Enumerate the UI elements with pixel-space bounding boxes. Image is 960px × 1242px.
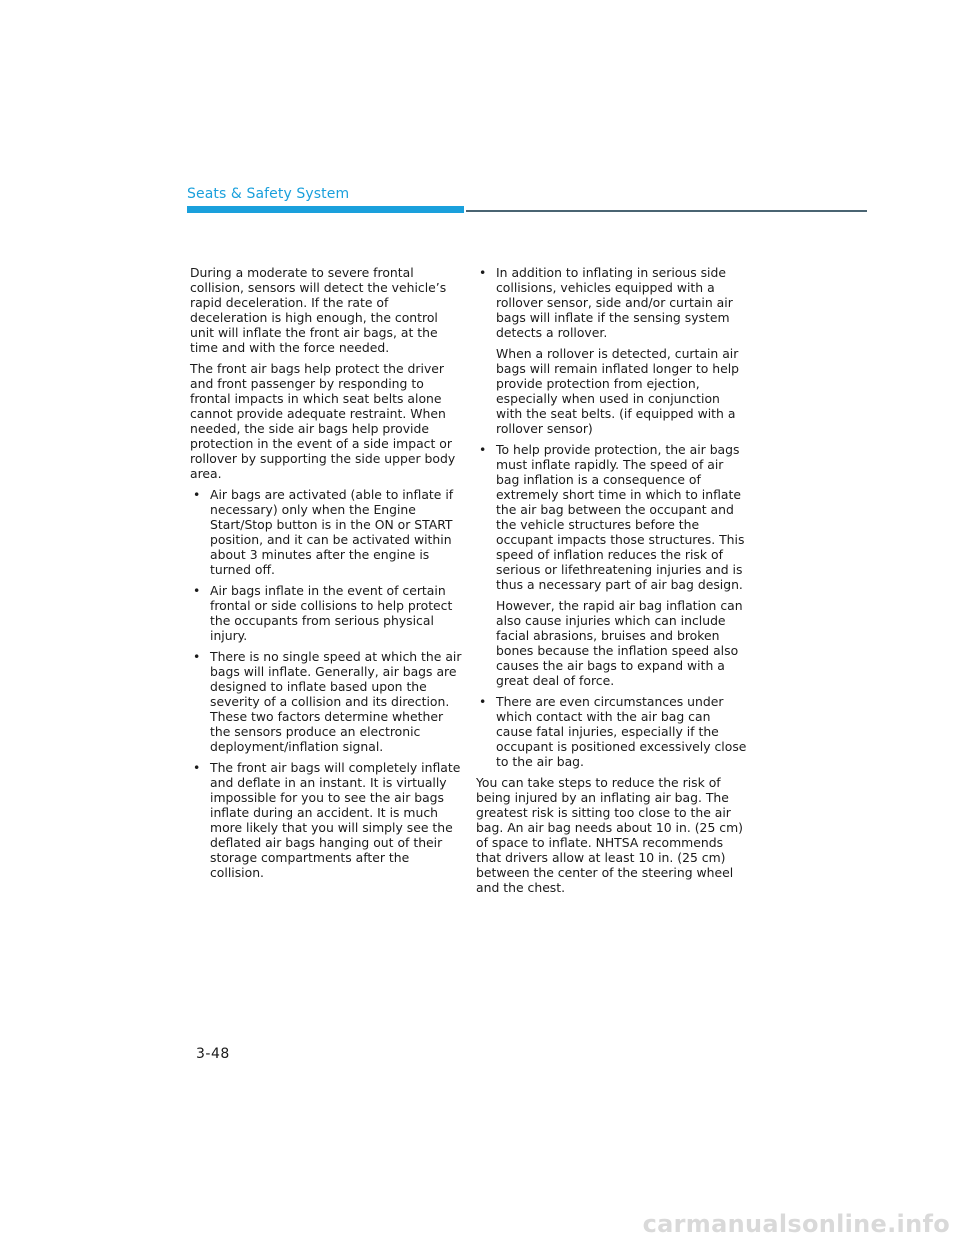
list-item bbox=[476, 442, 748, 688]
watermark: carmanualsonline.info bbox=[642, 1210, 950, 1238]
section-title: Seats & Safety System bbox=[187, 186, 350, 202]
bullet-icon: • bbox=[193, 583, 201, 598]
list-item-subparagraph: When a rollover is detected, curtain air bags will remain inflated longer to help provide protection from ejection, especially when used in conjunction with the seat belts. (if equipped with a rollover sensor) bbox=[496, 346, 739, 436]
list-item-text: To help provide protection, the air bags must inflate rapidly. The speed of air bag inflation is a consequence of extremely short time in which to inflate the air bag between the occupant and the vehicle structures before the occupant impacts those structures. This speed of inflation reduces the risk of serious or lifethreatening injuries and is thus a necessary part of air bag design. bbox=[496, 442, 745, 592]
list-item bbox=[190, 583, 462, 643]
right-column bbox=[476, 265, 748, 901]
list-item bbox=[190, 487, 462, 577]
list-item bbox=[190, 760, 462, 880]
list-item-text: There are even circumstances under which contact with the air bag can cause fatal injuries, especially if the occupant is positioned excessively close to the air bag. bbox=[496, 694, 747, 769]
list-item-text: The front air bags will completely inflate and deflate in an instant. It is virtually impossible for you to see the air bags inflate during an accident. It is much more likely that you will simply see the deflated air bags hanging out of their storage compartments after the collision. bbox=[210, 760, 461, 880]
list-item-text: There is no single speed at which the air bags will inflate. Generally, air bags are designed to inflate based upon the severity of a collision and its direction. These two factors determine whether the sensors produce an electronic deployment/inflation signal. bbox=[210, 649, 462, 754]
bullet-icon: • bbox=[193, 487, 201, 502]
intro-paragraph: During a moderate to severe frontal collision, sensors will detect the vehicle’s rapid deceleration. If the rate of deceleration is high enough, the control unit will inflate the front air bags, at the time and with the force needed. bbox=[190, 265, 447, 355]
header-accent-rule bbox=[187, 206, 464, 213]
list-item-text: Air bags inflate in the event of certain frontal or side collisions to help protect the occupants from serious physical injury. bbox=[210, 583, 453, 643]
front-airbag-paragraph: The front air bags help protect the driver and front passenger by responding to frontal impacts in which seat belts alone cannot provide adequate restraint. When needed, the side air bags help provide protection in the event of a side impact or rollover by supporting the side upper body area. bbox=[190, 361, 456, 481]
bullet-icon: • bbox=[193, 649, 201, 664]
list-item bbox=[476, 265, 748, 436]
list-item-text: In addition to inflating in serious side collisions, vehicles equipped with a rollover sensor, side and/or curtain air bags will inflate if the sensing system detects a rollover. bbox=[496, 265, 733, 340]
page-number: 3-48 bbox=[196, 1046, 230, 1062]
header-divider-rule bbox=[466, 210, 867, 212]
bullet-icon: • bbox=[479, 265, 487, 280]
left-column bbox=[190, 265, 462, 886]
bullet-icon: • bbox=[479, 442, 487, 457]
bullet-icon: • bbox=[479, 694, 487, 709]
right-bullet-list bbox=[476, 265, 748, 769]
list-item-text: Air bags are activated (able to inflate if necessary) only when the Engine Start/Stop button is in the ON or START position, and it can be activated within about 3 minutes after the engine is turned off. bbox=[210, 487, 454, 577]
list-item bbox=[476, 694, 748, 769]
left-bullet-list bbox=[190, 487, 462, 880]
list-item-subparagraph: However, the rapid air bag inflation can also cause injuries which can include facial abrasions, bruises and broken bones because the inflation speed also causes the air bags to expand with a great deal of force. bbox=[496, 598, 743, 688]
bullet-icon: • bbox=[193, 760, 201, 775]
list-item bbox=[190, 649, 462, 754]
closing-paragraph: You can take steps to reduce the risk of being injured by an inflating air bag. The greatest risk is sitting too close to the air bag. An air bag needs about 10 in. (25 cm) of space to inflate. NHTSA recommends that drivers allow at least 10 in. (25 cm) between the center of the steering wheel and the chest. bbox=[476, 775, 743, 895]
